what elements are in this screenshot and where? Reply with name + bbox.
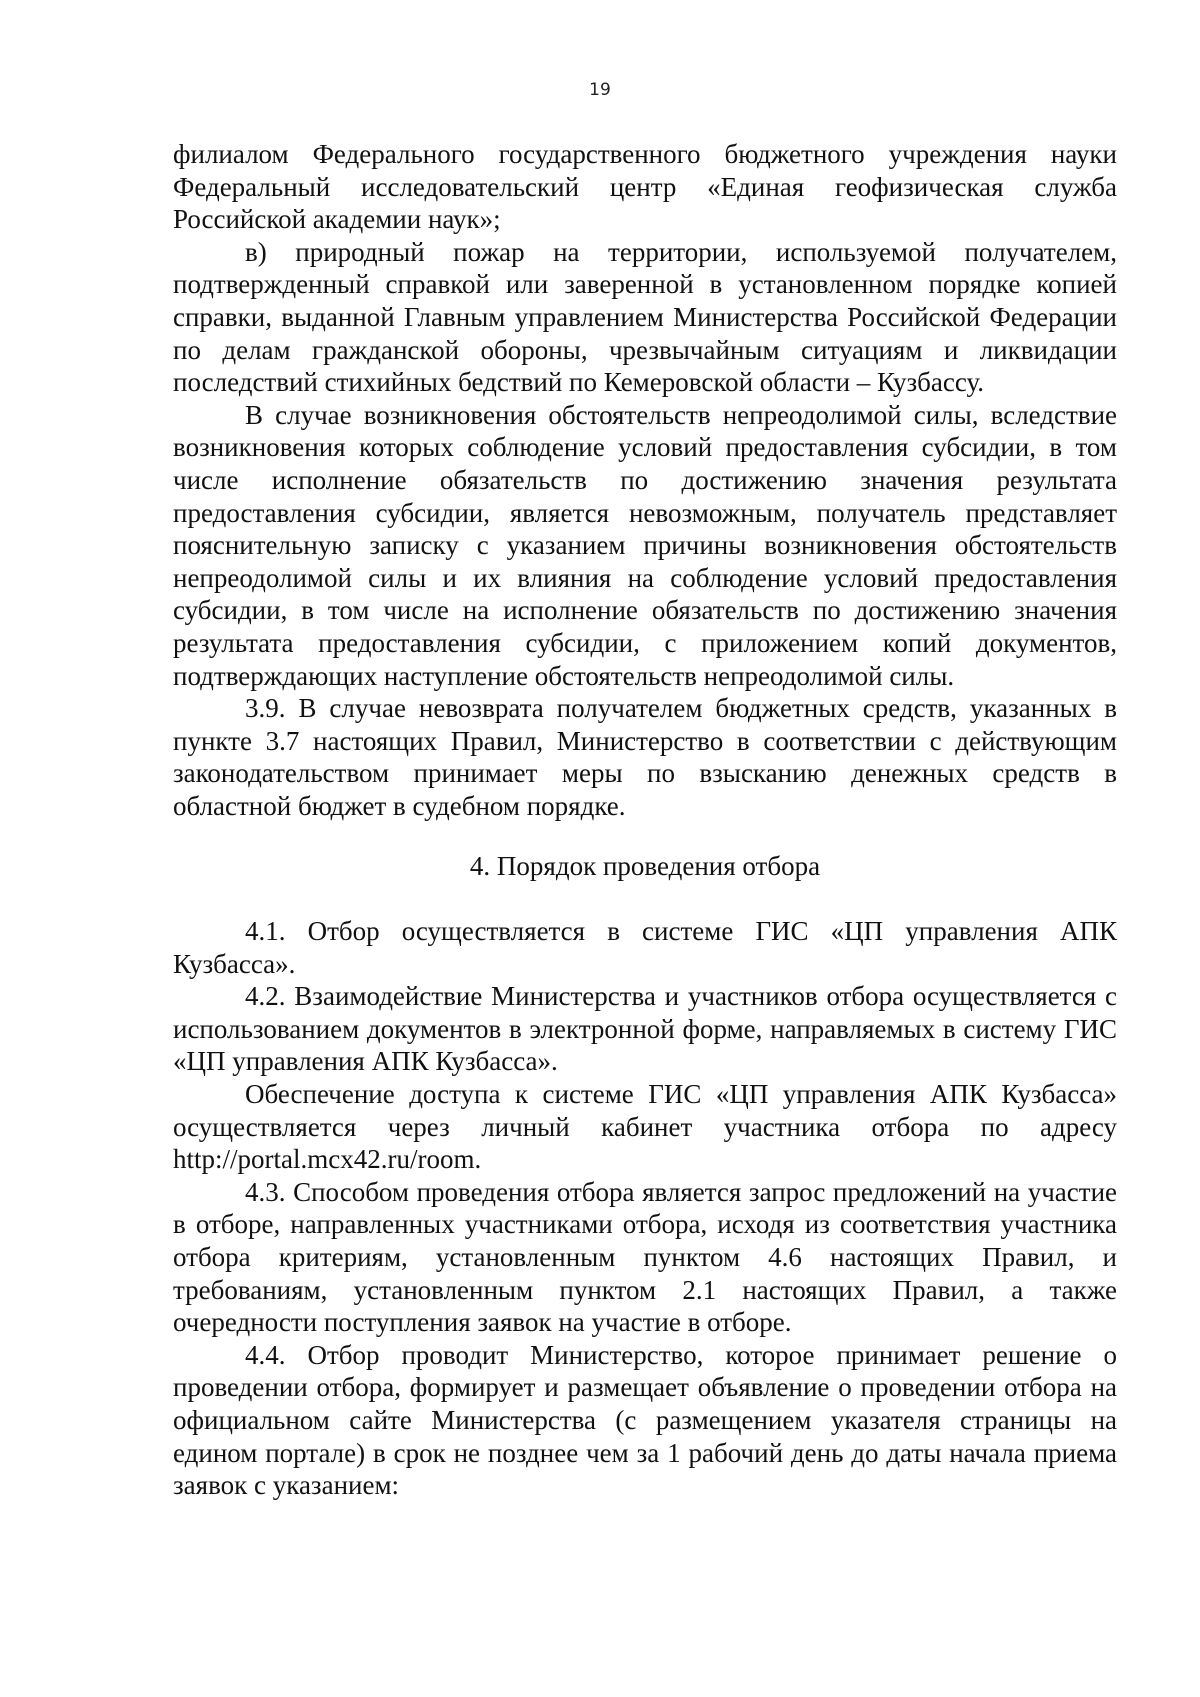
paragraph-4-2: 4.2. Взаимодействие Министерства и участников отбора осуществляется с использованием документов в электронной форме, направляемых в систему ГИС «ЦП управления АПК Кузбасса».: [173, 981, 1117, 1077]
paragraph-4-3: 4.3. Способом проведения отбора является запрос предложений на участие в отборе, направленных участниками отбора, исходя из соответствия участника отбора критериям, установленным пунктом 4.6 настоящих Правил, и требованиям, установленным пунктом 2.1 настоящих Правил, а также очередности поступления заявок на участие в отборе.: [173, 1176, 1117, 1338]
paragraph-access: Обеспечение доступа к системе ГИС «ЦП управления АПК Кузбасса» осуществляется через личный кабинет участника отбора по адресу http://portal.mcx42.ru/room.: [173, 1079, 1117, 1175]
paragraph-wildfire: в) природный пожар на территории, используемой получателем, подтвержденный справкой или заверенной в установленном порядке копией справки, выданной Главным управлением Министерства Российской Федерации по делам гражданской обороны, чрезвычайным ситуациям и ликвидации последствий стихийных бедствий по Кемеровской области – Кузбассу.: [173, 236, 1117, 398]
paragraph-force-majeure: В случае возникновения обстоятельств непреодолимой силы, вследствие возникновения которых соблюдение условий предоставления субсидии, в том числе исполнение обязательств по достижению значения результата предоставления субсидии, является невозможным, получатель представляет пояснительную записку с указанием причины возникновения обстоятельств непреодолимой силы и их влияния на соблюдение условий предоставления субсидии, в том числе на исполнение обязательств по достижению значения результата предоставления субсидии, с приложением копий документов, подтверждающих наступление обстоятельств непреодолимой силы.: [173, 399, 1117, 691]
page-number: 19: [589, 80, 611, 100]
paragraph-4-1: 4.1. Отбор осуществляется в системе ГИС «ЦП управления АПК Кузбасса».: [173, 916, 1117, 979]
document-body: [173, 138, 1117, 1502]
paragraph-3-9: 3.9. В случае невозврата получателем бюджетных средств, указанных в пункте 3.7 настоящих Правил, Министерство в соответствии с действующим законодательством принимает меры по взысканию денежных средств в областной бюджет в судебном порядке.: [173, 693, 1117, 821]
paragraph-4-4: 4.4. Отбор проводит Министерство, которое принимает решение о проведении отбора, формирует и размещает объявление о проведении отбора на официальном сайте Министерства (с размещением указателя страницы на едином портале) в срок не позднее чем за 1 рабочий день до даты начала приема заявок с указанием:: [173, 1339, 1117, 1501]
section-heading: 4. Порядок проведения отбора: [469, 851, 821, 882]
paragraph-branch-continuation: филиалом Федерального государственного бюджетного учреждения науки Федеральный исследовательский центр «Единая геофизическая служба Российской академии наук»;: [173, 139, 1117, 235]
